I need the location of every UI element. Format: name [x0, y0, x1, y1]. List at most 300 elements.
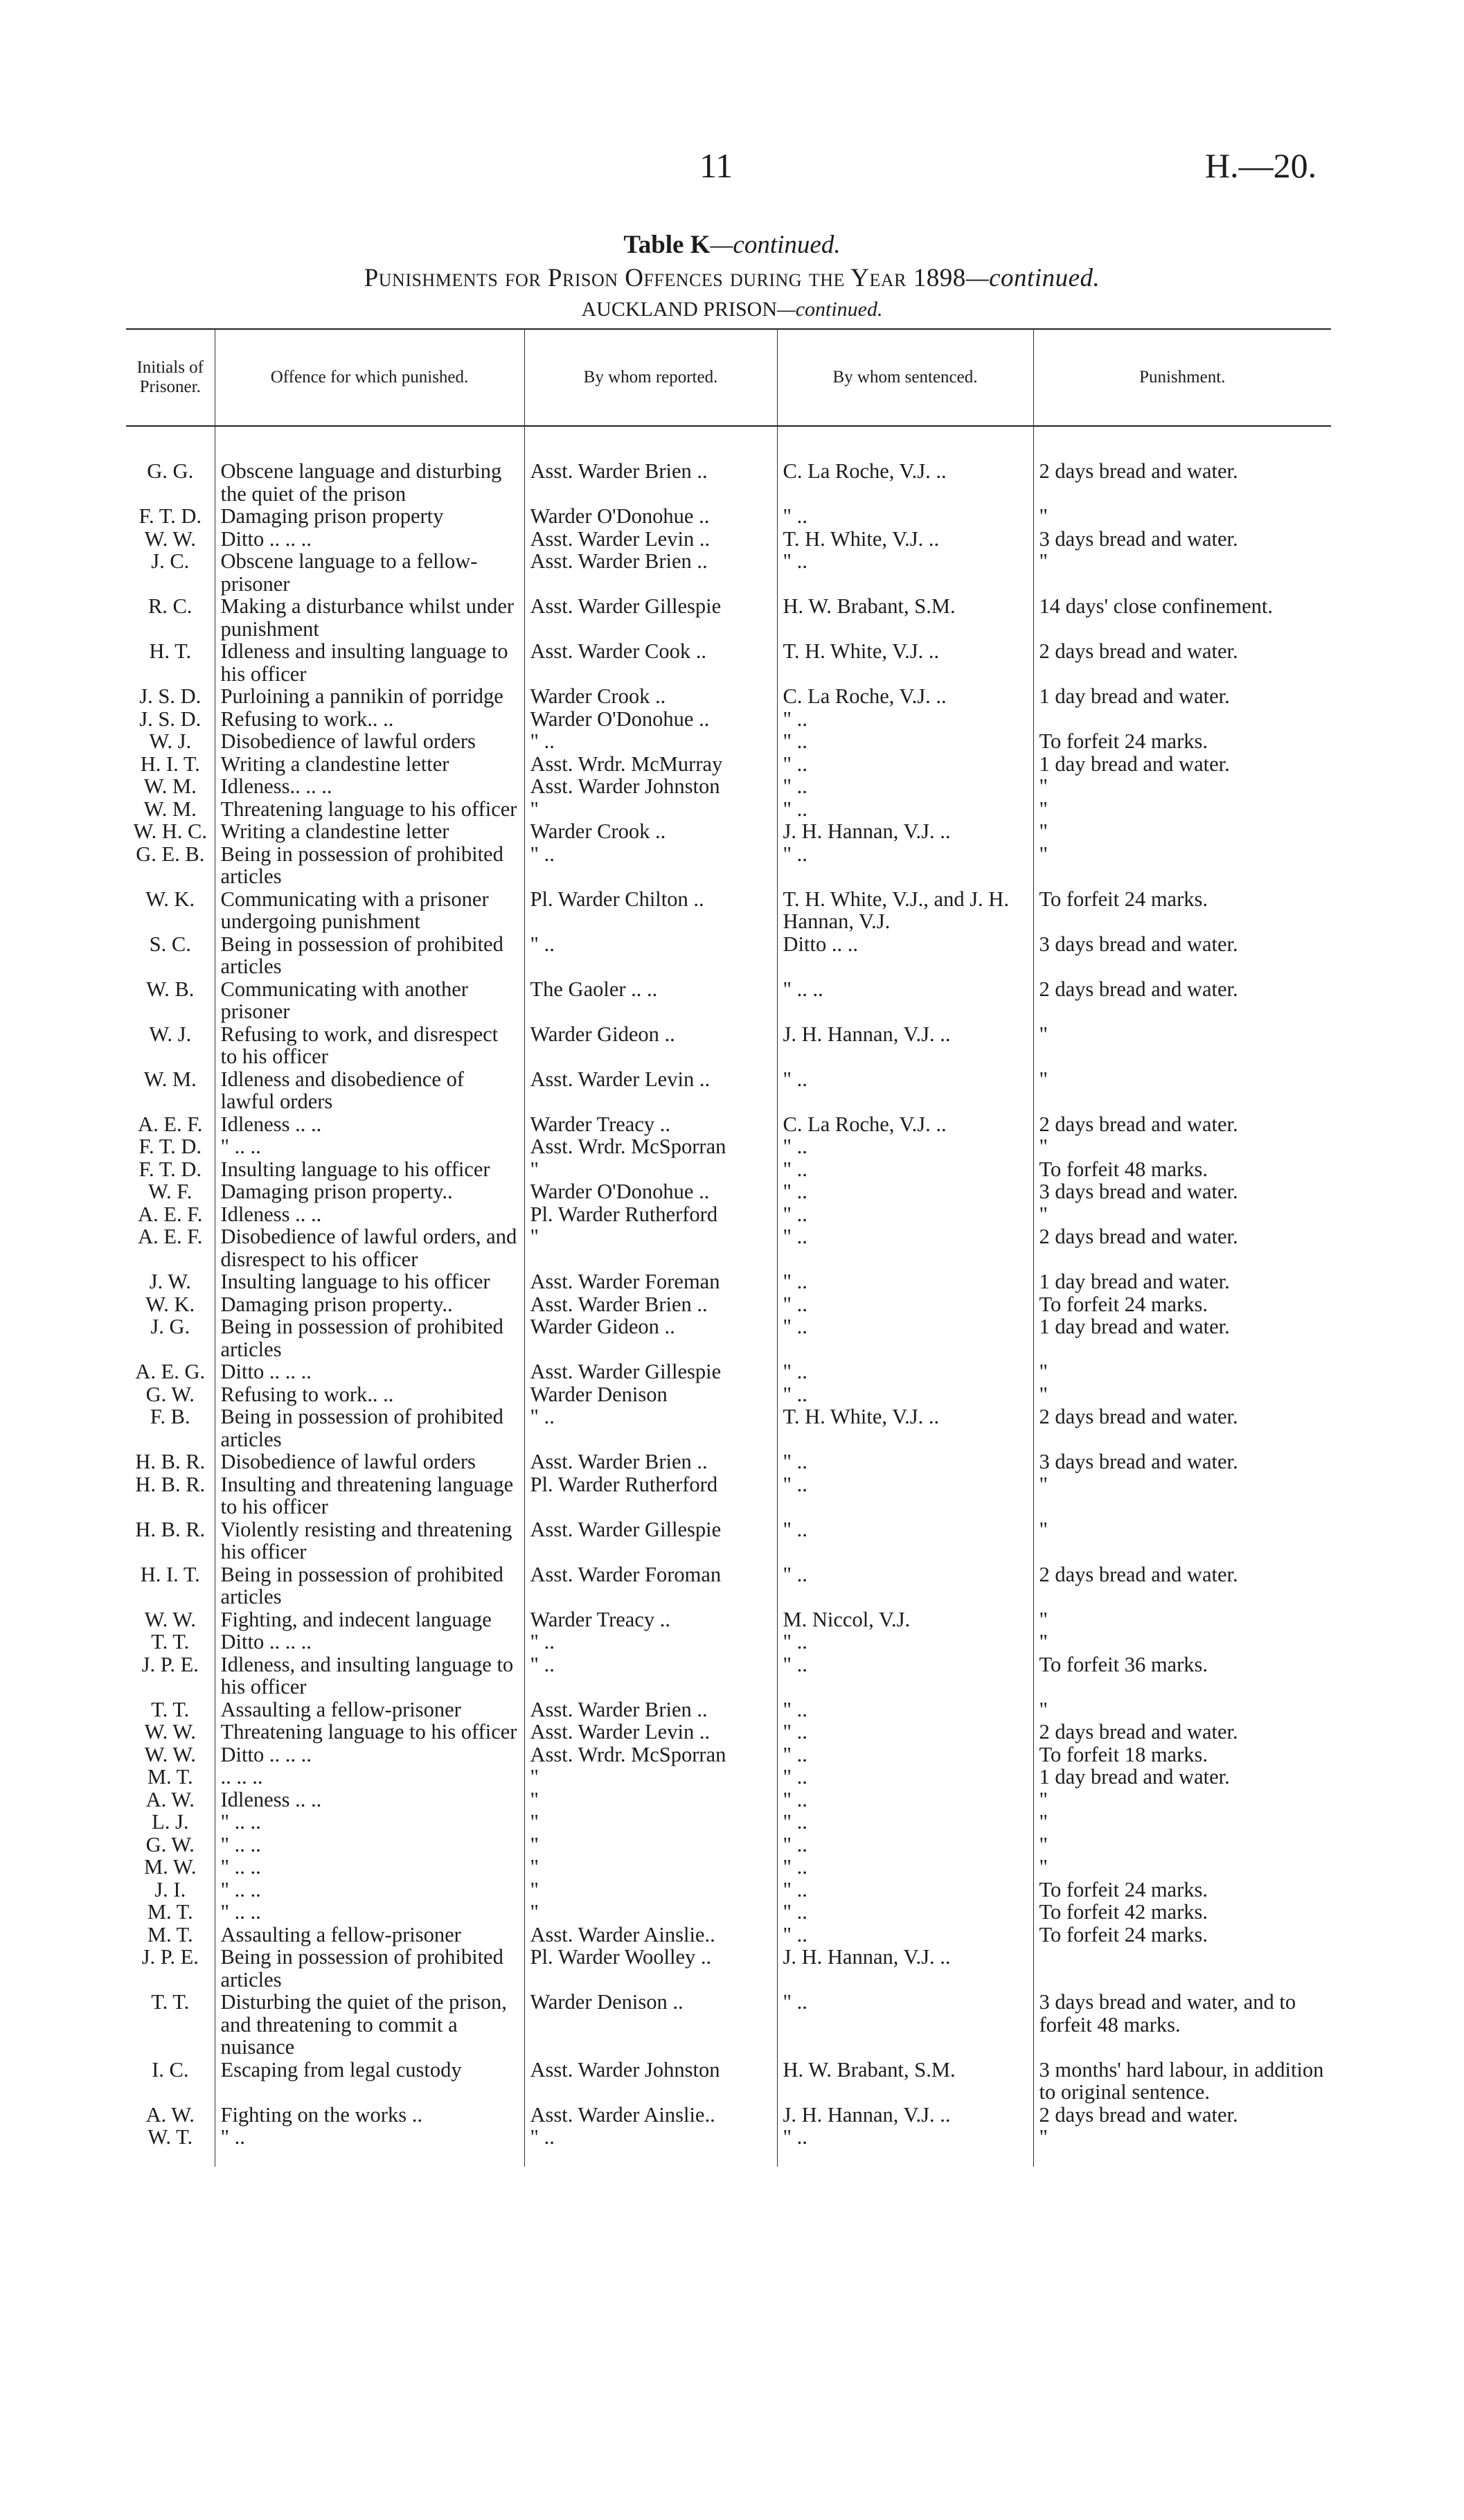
cell-punishment: To forfeit 18 marks. [1033, 1743, 1331, 1766]
cell-sentenced: " .. [777, 843, 1033, 888]
cell-offence: Ditto .. .. .. [215, 1360, 524, 1383]
cell-initials: A. E. G. [135, 1360, 206, 1383]
cell-initials: T. T. [151, 1630, 190, 1653]
table-row [126, 708, 1331, 731]
table-row [126, 1946, 1331, 1991]
cell-reported: " [524, 1811, 777, 1834]
table-row [126, 1743, 1331, 1766]
cell-sentenced: " .. [777, 1225, 1033, 1270]
cell-initials: G. W. [145, 1832, 195, 1856]
cell-initials: F. T. D. [139, 1157, 202, 1181]
cell-offence: Damaging prison property.. [215, 1293, 524, 1316]
cell-initials: W. B. [146, 977, 195, 1001]
cell-offence: " .. .. [215, 1856, 524, 1879]
cell-initials: J. I. [154, 1877, 186, 1901]
cell-reported: Asst. Warder Ainslie.. [524, 1924, 777, 1946]
cell-sentenced: T. H. White, V.J. .. [777, 640, 1033, 685]
table-row [126, 1450, 1331, 1473]
cell-sentenced: " .. [777, 1270, 1033, 1293]
table-row [126, 1653, 1331, 1698]
cell-punishment: To forfeit 48 marks. [1033, 1158, 1331, 1181]
table-title: Table K—continued. [623, 231, 841, 259]
cell-reported: Asst. Warder Foroman [524, 1563, 777, 1608]
table-row [126, 1068, 1331, 1113]
cell-initials: W. J. [149, 729, 192, 753]
cell-initials: W. F. [148, 1180, 193, 1203]
cell-offence: Communicating with another prisoner [215, 978, 524, 1023]
cell-offence: " .. .. [215, 1834, 524, 1856]
cell-initials: H. B. R. [135, 1450, 206, 1473]
cell-initials: M. T. [147, 1900, 193, 1924]
cell-initials: G. E. B. [136, 842, 205, 866]
table-row [126, 1518, 1331, 1563]
table-row [126, 798, 1331, 821]
table-row [126, 685, 1331, 708]
cell-sentenced: J. H. Hannan, V.J. .. [777, 820, 1033, 843]
cell-sentenced: " .. [777, 730, 1033, 753]
cell-sentenced: H. W. Brabant, S.M. [777, 595, 1033, 640]
cell-sentenced: " .. [777, 1811, 1033, 1834]
cell-initials: W. H. C. [133, 819, 207, 843]
cell-reported: Asst. Wrdr. McSporran [524, 1135, 777, 1158]
cell-punishment: " [1033, 1360, 1331, 1383]
cell-reported: " .. [524, 2126, 777, 2149]
cell-initials: J. P. E. [141, 1945, 199, 1969]
cell-initials: H. B. R. [135, 1517, 206, 1541]
cell-reported: Warder O'Donohue .. [524, 1180, 777, 1203]
cell-punishment: To forfeit 24 marks. [1033, 730, 1331, 753]
cell-punishment: " [1033, 798, 1331, 821]
cell-offence: " .. .. [215, 1811, 524, 1834]
cell-punishment: 2 days bread and water. [1033, 1225, 1331, 1270]
cell-initials: A. W. [145, 2102, 195, 2127]
cell-sentenced: " .. [777, 1766, 1033, 1789]
cell-punishment: 3 days bread and water. [1033, 1180, 1331, 1203]
cell-reported: " [524, 1879, 777, 1901]
table-row [126, 1135, 1331, 1158]
cell-sentenced: " .. [777, 1450, 1033, 1473]
cell-punishment: 2 days bread and water. [1033, 1113, 1331, 1136]
cell-punishment: 1 day bread and water. [1033, 1270, 1331, 1293]
table-row [126, 1270, 1331, 1293]
cell-offence: Ditto .. .. .. [215, 1743, 524, 1766]
cell-offence: Insulting language to his officer [215, 1158, 524, 1181]
cell-offence: Purloining a pannikin of porridge [215, 685, 524, 708]
cell-initials: J. P. E. [141, 1652, 199, 1676]
cell-reported: " .. [524, 1405, 777, 1450]
cell-initials: M. T. [147, 1765, 193, 1789]
cell-initials: W. M. [143, 797, 197, 821]
cell-reported: " [524, 1158, 777, 1181]
cell-offence: Idleness .. .. [215, 1203, 524, 1226]
table-row [126, 1766, 1331, 1789]
cell-offence: Threatening language to his officer [215, 798, 524, 821]
cell-initials: W. M. [143, 774, 197, 798]
cell-sentenced: " .. [777, 1721, 1033, 1743]
cell-punishment: 3 months' hard labour, in addition to original sentence. [1033, 2059, 1331, 2104]
cell-sentenced: " .. [777, 775, 1033, 798]
cell-reported: Warder Gideon .. [524, 1023, 777, 1068]
cell-initials: S. C. [149, 932, 191, 956]
cell-reported: Asst. Warder Gillespie [524, 1518, 777, 1563]
cell-initials: G. G. [147, 459, 194, 483]
cell-punishment: " [1033, 1834, 1331, 1856]
cell-sentenced: " .. [777, 708, 1033, 731]
cell-reported: Warder O'Donohue .. [524, 505, 777, 528]
cell-initials: A. E. F. [138, 1225, 203, 1248]
cell-offence: Idleness .. .. [215, 1789, 524, 1811]
table-row [126, 1563, 1331, 1608]
cell-reported: " [524, 1766, 777, 1789]
table-row [126, 1811, 1331, 1834]
cell-offence: Being in possession of prohibited articles [215, 843, 524, 888]
cell-reported: Asst. Warder Levin .. [524, 1068, 777, 1113]
cell-reported: Warder Crook .. [524, 685, 777, 708]
cell-sentenced: " .. [777, 1383, 1033, 1406]
cell-sentenced: " .. [777, 1180, 1033, 1203]
table-row [126, 640, 1331, 685]
cell-reported: Pl. Warder Woolley .. [524, 1946, 777, 1991]
cell-offence: Obscene language to a fellow-prisoner [215, 550, 524, 595]
cell-initials: I. C. [152, 2057, 189, 2082]
cell-reported: Asst. Warder Gillespie [524, 1360, 777, 1383]
cell-offence: " .. .. [215, 1135, 524, 1158]
cell-punishment: 3 days bread and water. [1033, 1450, 1331, 1473]
cell-punishment: 1 day bread and water. [1033, 753, 1331, 776]
cell-offence: Insulting and threatening language to his officer [215, 1473, 524, 1518]
cell-initials: F. B. [150, 1405, 190, 1428]
cell-initials: J. G. [150, 1315, 190, 1338]
table-row [126, 843, 1331, 888]
cell-sentenced: " .. [777, 1631, 1033, 1653]
cell-punishment: " [1033, 1203, 1331, 1226]
table-row [126, 2126, 1331, 2149]
cell-reported: Warder Denison [524, 1383, 777, 1406]
cell-initials: W. J. [149, 1022, 192, 1046]
cell-offence: Being in possession of prohibited articles [215, 1315, 524, 1360]
cell-initials: W. K. [145, 887, 195, 911]
cell-punishment: 2 days bread and water. [1033, 1563, 1331, 1608]
table-row [126, 1023, 1331, 1068]
cell-reported: Asst. Warder Brien .. [524, 1293, 777, 1316]
cell-offence: Disobedience of lawful orders [215, 730, 524, 753]
cell-punishment: To forfeit 36 marks. [1033, 1653, 1331, 1698]
cell-punishment: 3 days bread and water. [1033, 933, 1331, 978]
cell-offence: Refusing to work.. .. [215, 708, 524, 731]
cell-sentenced: " .. [777, 1789, 1033, 1811]
cell-initials: M. W. [144, 1855, 197, 1879]
cell-initials: G. W. [145, 1382, 195, 1406]
table-row [126, 1293, 1331, 1316]
cell-reported: Warder Treacy .. [524, 1113, 777, 1136]
cell-initials: L. J. [152, 1810, 189, 1834]
table-row [126, 1113, 1331, 1136]
cell-offence: " .. [215, 2126, 524, 2149]
cell-punishment: " [1033, 2126, 1331, 2149]
cell-sentenced: " .. [777, 1924, 1033, 1946]
cell-punishment: " [1033, 1631, 1331, 1653]
table-row [126, 595, 1331, 640]
cell-reported: The Gaoler .. .. [524, 978, 777, 1023]
cell-initials: J. W. [149, 1270, 191, 1293]
cell-offence: Being in possession of prohibited articles [215, 1405, 524, 1450]
table-row [126, 775, 1331, 798]
cell-initials: W. W. [144, 526, 196, 551]
cell-offence: Disturbing the quiet of the prison, and threatening to commit a nuisance [215, 1991, 524, 2059]
cell-offence: Disobedience of lawful orders [215, 1450, 524, 1473]
cell-offence: Idleness and insulting language to his officer [215, 640, 524, 685]
cell-reported: Warder O'Donohue .. [524, 708, 777, 731]
cell-offence: Writing a clandestine letter [215, 753, 524, 776]
cell-initials: H. T. [149, 639, 192, 663]
table-row [126, 1360, 1331, 1383]
cell-punishment: 1 day bread and water. [1033, 685, 1331, 708]
cell-initials: W. M. [143, 1067, 197, 1091]
table-row [126, 460, 1331, 505]
cell-initials: W. K. [145, 1292, 195, 1316]
cell-offence: Fighting on the works .. [215, 2104, 524, 2127]
cell-offence: Refusing to work.. .. [215, 1383, 524, 1406]
cell-reported: Asst. Warder Brien .. [524, 550, 777, 595]
cell-offence: Threatening language to his officer [215, 1721, 524, 1743]
cell-reported: Asst. Warder Ainslie.. [524, 2104, 777, 2127]
cell-offence: Ditto .. .. .. [215, 528, 524, 551]
table-row [126, 505, 1331, 528]
table-body [126, 426, 1331, 2167]
cell-sentenced: J. H. Hannan, V.J. .. [777, 1023, 1033, 1068]
cell-reported: " .. [524, 730, 777, 753]
cell-sentenced: T. H. White, V.J. .. [777, 1405, 1033, 1450]
cell-offence: Fighting, and indecent language [215, 1608, 524, 1631]
cell-offence: .. .. .. [215, 1766, 524, 1789]
cell-sentenced: " .. [777, 550, 1033, 595]
table-row [126, 933, 1331, 978]
table-row [126, 1473, 1331, 1518]
cell-sentenced: " .. [777, 1698, 1033, 1721]
table-row [126, 1698, 1331, 1721]
cell-offence: Disobedience of lawful orders, and disrespect to his officer [215, 1225, 524, 1270]
cell-sentenced: " .. [777, 1158, 1033, 1181]
cell-punishment: To forfeit 24 marks. [1033, 1293, 1331, 1316]
cell-punishment: 2 days bread and water. [1033, 978, 1331, 1023]
table-row [126, 1180, 1331, 1203]
cell-offence: Damaging prison property [215, 505, 524, 528]
cell-offence: " .. .. [215, 1901, 524, 1924]
cell-reported: " [524, 1901, 777, 1924]
cell-offence: " .. .. [215, 1879, 524, 1901]
cell-sentenced: " .. [777, 1518, 1033, 1563]
cell-reported: Asst. Warder Johnston [524, 775, 777, 798]
cell-initials: F. T. D. [139, 504, 202, 528]
table-spacer [126, 2149, 1331, 2167]
table-row [126, 1383, 1331, 1406]
cell-punishment [1033, 1946, 1331, 1991]
cell-sentenced: " .. [777, 1834, 1033, 1856]
cell-reported: Warder Crook .. [524, 820, 777, 843]
cell-punishment: " [1033, 1518, 1331, 1563]
column-header-initials: Initials of Prisoner. [136, 358, 204, 396]
cell-punishment: To forfeit 24 marks. [1033, 1924, 1331, 1946]
cell-offence: Being in possession of prohibited articles [215, 933, 524, 978]
cell-initials: W. W. [144, 1607, 196, 1631]
cell-offence: Obscene language and disturbing the quiet of the prison [215, 460, 524, 505]
cell-sentenced: " .. [777, 1563, 1033, 1608]
cell-sentenced: H. W. Brabant, S.M. [777, 2059, 1033, 2104]
cell-offence: Being in possession of prohibited articles [215, 1946, 524, 1991]
cell-offence: Idleness.. .. .. [215, 775, 524, 798]
cell-punishment: " [1033, 820, 1331, 843]
cell-offence: Making a disturbance whilst under punishment [215, 595, 524, 640]
cell-reported: Asst. Warder Brien .. [524, 1450, 777, 1473]
cell-reported: " .. [524, 933, 777, 978]
cell-offence: Idleness and disobedience of lawful orders [215, 1068, 524, 1113]
cell-offence: Damaging prison property.. [215, 1180, 524, 1203]
cell-sentenced: " .. [777, 2126, 1033, 2149]
table-row [126, 888, 1331, 933]
cell-sentenced: T. H. White, V.J. .. [777, 528, 1033, 551]
cell-initials: H. I. T. [140, 1562, 200, 1586]
cell-sentenced: " .. [777, 1293, 1033, 1316]
cell-punishment: " [1033, 1023, 1331, 1068]
table-row [126, 2104, 1331, 2127]
cell-punishment: 1 day bread and water. [1033, 1766, 1331, 1789]
cell-reported: Pl. Warder Chilton .. [524, 888, 777, 933]
cell-offence: Communicating with a prisoner undergoing punishment [215, 888, 524, 933]
cell-sentenced: Ditto .. .. [777, 933, 1033, 978]
cell-offence: Escaping from legal custody [215, 2059, 524, 2104]
cell-initials: T. T. [151, 1697, 190, 1721]
cell-punishment: " [1033, 1856, 1331, 1879]
table-row [126, 1203, 1331, 1226]
cell-initials: H. I. T. [140, 752, 200, 776]
cell-reported: Warder Gideon .. [524, 1315, 777, 1360]
cell-punishment: " [1033, 550, 1331, 595]
cell-reported: Asst. Warder Foreman [524, 1270, 777, 1293]
table-row [126, 1901, 1331, 1924]
cell-punishment: " [1033, 843, 1331, 888]
cell-reported: Warder Treacy .. [524, 1608, 777, 1631]
table-header-row [126, 329, 1331, 426]
cell-sentenced: " .. [777, 1315, 1033, 1360]
cell-offence: Being in possession of prohibited articles [215, 1563, 524, 1608]
cell-sentenced: C. La Roche, V.J. .. [777, 460, 1033, 505]
cell-initials: R. C. [148, 594, 193, 618]
cell-initials: J. S. D. [139, 684, 202, 708]
cell-punishment: 14 days' close confinement. [1033, 595, 1331, 640]
cell-reported: Asst. Warder Gillespie [524, 595, 777, 640]
cell-sentenced: C. La Roche, V.J. .. [777, 685, 1033, 708]
cell-initials: W. W. [144, 1720, 196, 1743]
cell-reported: " .. [524, 843, 777, 888]
cell-punishment: " [1033, 1383, 1331, 1406]
column-header-punishment: Punishment. [1033, 329, 1331, 426]
cell-punishment: " [1033, 1608, 1331, 1631]
table-row [126, 1991, 1331, 2059]
cell-sentenced: " .. [777, 1856, 1033, 1879]
cell-reported: " [524, 1225, 777, 1270]
cell-reported: Asst. Warder Johnston [524, 2059, 777, 2104]
cell-sentenced: " .. .. [777, 978, 1033, 1023]
cell-reported: Asst. Wrdr. McSporran [524, 1743, 777, 1766]
cell-initials: H. B. R. [135, 1472, 206, 1496]
cell-punishment: 2 days bread and water. [1033, 640, 1331, 685]
cell-punishment: " [1033, 1698, 1331, 1721]
cell-sentenced: " .. [777, 1068, 1033, 1113]
cell-punishment: " [1033, 1473, 1331, 1518]
cell-sentenced: " .. [777, 1743, 1033, 1766]
punishments-table [126, 328, 1331, 2167]
cell-initials: J. S. D. [139, 707, 202, 731]
cell-punishment: " [1033, 775, 1331, 798]
cell-sentenced: " .. [777, 1879, 1033, 1901]
cell-offence: Idleness, and insulting language to his officer [215, 1653, 524, 1698]
cell-punishment: 2 days bread and water. [1033, 1405, 1331, 1450]
table-titles [0, 229, 1464, 324]
cell-punishment: 2 days bread and water. [1033, 1721, 1331, 1743]
cell-punishment: 3 days bread and water. [1033, 528, 1331, 551]
cell-offence: Assaulting a fellow-prisoner [215, 1698, 524, 1721]
table-row [126, 730, 1331, 753]
cell-sentenced: " .. [777, 505, 1033, 528]
table-row [126, 1879, 1331, 1901]
cell-punishment [1033, 708, 1331, 731]
table-row [126, 1789, 1331, 1811]
cell-reported: Asst. Wrdr. McMurray [524, 753, 777, 776]
cell-initials: F. T. D. [139, 1135, 202, 1158]
cell-sentenced: " .. [777, 798, 1033, 821]
cell-offence: Ditto .. .. .. [215, 1631, 524, 1653]
table-row [126, 1631, 1331, 1653]
column-header-reported: By whom reported. [524, 329, 777, 426]
cell-sentenced: C. La Roche, V.J. .. [777, 1113, 1033, 1136]
cell-reported: Asst. Warder Cook .. [524, 640, 777, 685]
table-row [126, 1225, 1331, 1270]
table-row [126, 550, 1331, 595]
cell-reported: " [524, 1789, 777, 1811]
cell-initials: W. T. [148, 2125, 193, 2149]
cell-initials: A. W. [145, 1787, 195, 1811]
cell-initials: M. T. [147, 1922, 193, 1946]
table-row [126, 1721, 1331, 1743]
document-reference: H.—20. [1205, 146, 1317, 185]
cell-sentenced: " .. [777, 1135, 1033, 1158]
cell-initials: A. E. F. [138, 1112, 203, 1136]
cell-reported: Asst. Warder Levin .. [524, 1721, 777, 1743]
cell-sentenced: " .. [777, 1991, 1033, 2059]
column-header-sentenced: By whom sentenced. [777, 329, 1033, 426]
cell-punishment: 1 day bread and water. [1033, 1315, 1331, 1360]
cell-sentenced: J. H. Hannan, V.J. .. [777, 1946, 1033, 1991]
cell-initials: W. W. [144, 1742, 196, 1766]
cell-reported: Asst. Warder Brien .. [524, 460, 777, 505]
table-row [126, 820, 1331, 843]
table-row [126, 528, 1331, 551]
cell-punishment: " [1033, 1811, 1331, 1834]
cell-reported: Warder Denison .. [524, 1991, 777, 2059]
cell-reported: " [524, 1834, 777, 1856]
cell-punishment: " [1033, 1068, 1331, 1113]
table-row [126, 1405, 1331, 1450]
cell-punishment: 2 days bread and water. [1033, 2104, 1331, 2127]
cell-sentenced: M. Niccol, V.J. [777, 1608, 1033, 1631]
cell-reported: " [524, 798, 777, 821]
cell-sentenced: T. H. White, V.J., and J. H. Hannan, V.J. [777, 888, 1033, 933]
cell-punishment: 3 days bread and water, and to forfeit 48 marks. [1033, 1991, 1331, 2059]
cell-offence: Assaulting a fellow-prisoner [215, 1924, 524, 1946]
cell-punishment: 2 days bread and water. [1033, 460, 1331, 505]
cell-sentenced: " .. [777, 1203, 1033, 1226]
cell-reported: " .. [524, 1653, 777, 1698]
